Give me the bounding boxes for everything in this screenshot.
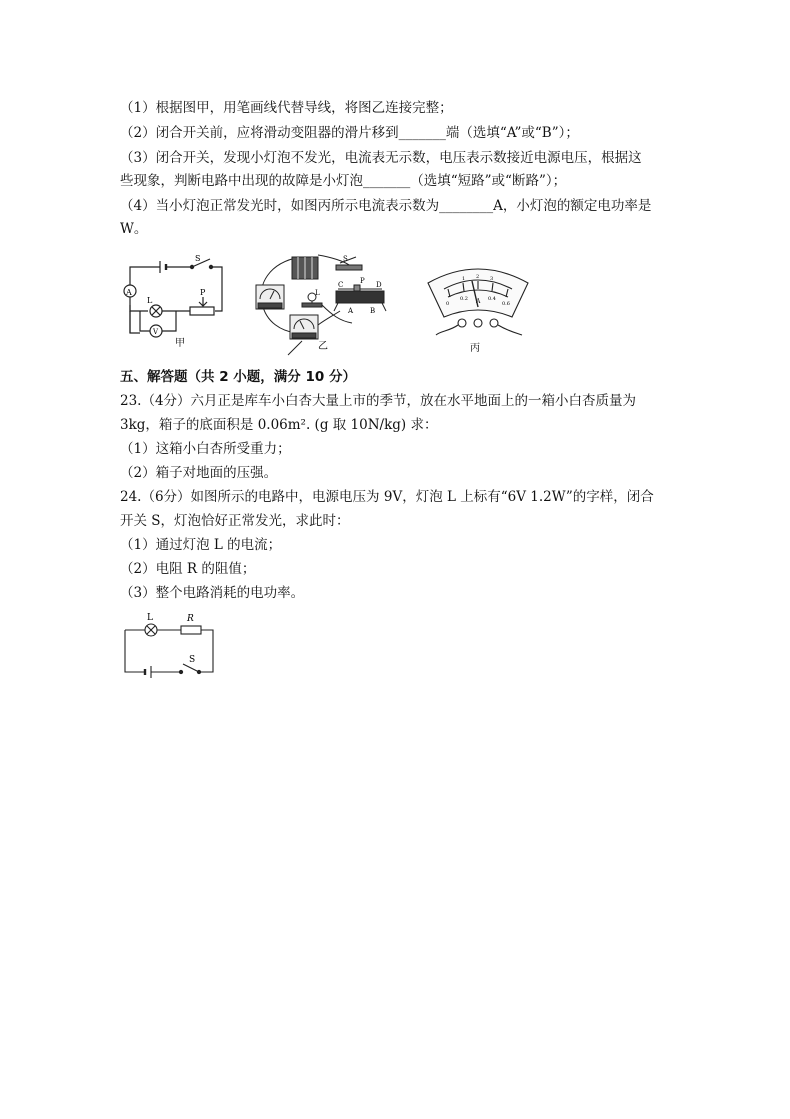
yi-label-d: D [376, 281, 382, 289]
yi-label-c: C [338, 281, 344, 289]
q24-part2: （2）电阻 R 的阻值； [120, 561, 256, 577]
bing-unit: A [476, 298, 481, 305]
q24-label-r: R [187, 614, 194, 624]
q24-label-s: S [189, 655, 196, 665]
jia-label-p: P [200, 288, 206, 297]
q23-line2: 3kg，箱子的底面积是 0.06m². (g 取 10N/kg) 求： [120, 417, 438, 433]
q24-part1: （1）通过灯泡 L 的电流； [120, 537, 282, 553]
q24-line2: 开关 S，灯泡恰好正常发光，求此时： [120, 513, 350, 529]
bing-tick-2: 0.4 [488, 296, 496, 302]
q22-part4-line2: W。 [120, 221, 148, 237]
q24-circuit-diagram [115, 610, 235, 680]
apparatus-drawing-yi [256, 255, 386, 355]
q24-part3: （3）整个电路消耗的电功率。 [120, 585, 305, 601]
q24-label-l: L [147, 613, 153, 623]
jia-label-l: L [147, 296, 153, 305]
q22-part3-line2: 些现象，判断电路中出现的故障是小灯泡_______（选填“短路”或“断路”）； [120, 173, 567, 189]
jia-label-s: S [195, 254, 201, 263]
yi-label-s: S [343, 255, 348, 263]
yi-label-b: B [370, 307, 376, 315]
yi-label-a: A [348, 307, 354, 315]
q23-part1: （1）这箱小白杏所受重力； [120, 441, 291, 457]
jia-caption: 甲 [175, 338, 185, 349]
yi-caption: 乙 [318, 341, 328, 352]
circuit-diagram-jia [124, 259, 222, 337]
bing-tick-3: 0.6 [502, 301, 510, 307]
q23-line1: 23.（4分）六月正是库车小白杏大量上市的季节，放在水平地面上的一箱小白杏质量为 [120, 393, 637, 409]
q22-part2: （2）闭合开关前，应将滑动变阻器的滑片移到_______端（选填“A”或“B”）； [120, 125, 579, 141]
q22-part3-line1: （3）闭合开关，发现小灯泡不发光，电流表无示数，电压表示数接近电源电压，根据这 [120, 150, 642, 166]
yi-label-p: P [360, 277, 365, 285]
bing-tick-1: 0.2 [460, 296, 468, 302]
q24-line1: 24.（6分）如图所示的电路中，电源电压为 9V，灯泡 L 上标有“6V 1.2W”的字样，闭合 [120, 489, 654, 505]
q22-part1: （1）根据图甲，用笔画线代替导线，将图乙连接完整； [120, 100, 453, 116]
bing-tick-0: 0 [446, 301, 450, 307]
bing-top-tick-1: 1 [462, 276, 466, 282]
bing-caption: 丙 [470, 343, 480, 354]
q22-part4-line1: （4）当小灯泡正常发光时，如图丙所示电流表示数为________A，小灯泡的额定电功率是 [120, 198, 652, 214]
yi-label-l: L [315, 289, 320, 297]
bing-top-tick-3: 3 [490, 276, 494, 282]
q23-part2: （2）箱子对地面的压强。 [120, 465, 278, 481]
jia-label-a: A [126, 288, 132, 297]
bing-top-tick-2: 2 [476, 274, 480, 280]
figures-row [0, 245, 790, 365]
jia-label-v: V [153, 328, 159, 336]
section5-heading: 五、解答题（共 2 小题，满分 10 分） [120, 369, 356, 385]
